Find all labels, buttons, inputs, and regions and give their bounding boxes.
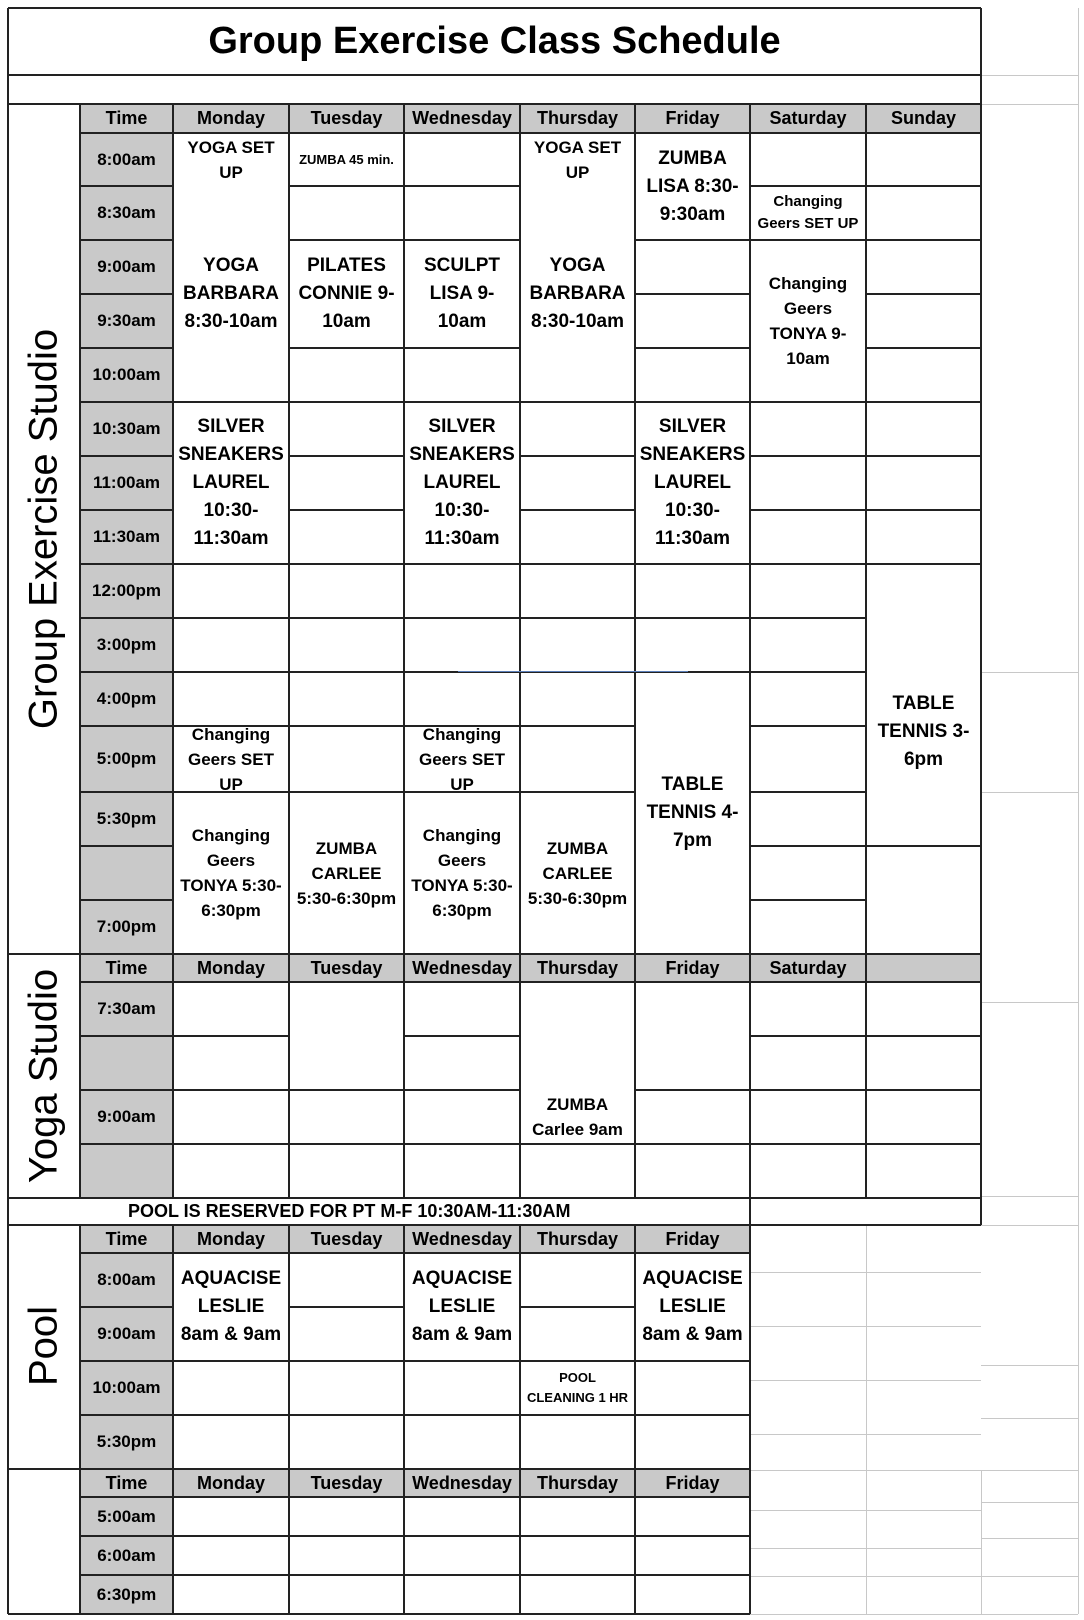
- time-label: 10:00am: [92, 1378, 161, 1397]
- time-label: 8:00am: [97, 149, 156, 169]
- time-label: 9:00am: [97, 1324, 156, 1343]
- grid-line: [80, 1143, 173, 1145]
- time-label: 6:00am: [97, 1545, 156, 1565]
- time-label: 12:00pm: [92, 581, 161, 600]
- class-cell: TABLE TENNIS 4-7pm: [646, 774, 739, 851]
- grid-line: [404, 401, 520, 403]
- grid-line: [80, 617, 173, 619]
- grid-line: [519, 104, 521, 954]
- grid-line: [635, 1414, 750, 1416]
- grid-line: [750, 1089, 866, 1091]
- grid-line: [404, 185, 520, 187]
- grid-line: [172, 1225, 174, 1469]
- column-header: Saturday: [769, 957, 847, 978]
- time-label: [80, 1144, 173, 1198]
- grid-line: [80, 1574, 750, 1576]
- grid-line: [520, 1143, 635, 1145]
- grid-line: [80, 185, 173, 187]
- class-cell: AQUACISE LESLIE 8am & 9am: [411, 1268, 513, 1345]
- time-label: [80, 846, 173, 900]
- column-header: Thursday: [536, 1228, 619, 1249]
- class-cell: SILVER SNEAKERS LAUREL 10:30-11:30am: [178, 416, 284, 549]
- grid-line: [750, 455, 866, 457]
- grid-line: [80, 132, 981, 134]
- column-header: Time: [105, 1472, 148, 1493]
- grid-line: [981, 1225, 1078, 1226]
- grid-line: [79, 1469, 81, 1614]
- grid-line: [981, 792, 1078, 793]
- grid-line: [288, 1225, 290, 1469]
- grid-line: [981, 75, 1078, 76]
- grid-line: [172, 104, 174, 954]
- grid-line: [749, 954, 751, 1198]
- grid-line: [7, 8, 9, 1614]
- column-header: Friday: [665, 957, 720, 978]
- grid-line: [981, 1002, 1078, 1003]
- grid-line: [749, 1198, 751, 1225]
- grid-line: [289, 347, 404, 349]
- grid-line: [519, 1225, 521, 1469]
- grid-line: [981, 1614, 1078, 1615]
- grid-line: [634, 1225, 636, 1469]
- grid-line: [750, 845, 866, 847]
- grid-line: [404, 617, 520, 619]
- grid-line: [981, 1502, 1078, 1503]
- grid-line: [634, 954, 636, 1198]
- grid-line: [80, 1089, 173, 1091]
- class-cell: Changing Geers SET UP: [419, 724, 505, 794]
- grid-line: [173, 1143, 289, 1145]
- grid-line: [289, 563, 404, 565]
- column-header: Sunday: [890, 108, 956, 128]
- time-label: 9:00am: [97, 257, 156, 276]
- grid-line: [520, 1360, 635, 1362]
- class-cell: ZUMBA 45 min.: [299, 151, 394, 167]
- grid-line: [173, 671, 289, 673]
- grid-line: [750, 617, 866, 619]
- grid-line: [80, 1252, 750, 1254]
- grid-line: [8, 103, 981, 105]
- class-cell: AQUACISE LESLIE 8am & 9am: [180, 1268, 282, 1345]
- column-header: Friday: [665, 108, 720, 128]
- grid-line: [289, 185, 404, 187]
- grid-line: [981, 1365, 1078, 1366]
- grid-line: [750, 401, 866, 403]
- grid-line: [981, 1196, 1078, 1197]
- grid-line: [80, 1360, 173, 1362]
- grid-line: [520, 563, 635, 565]
- column-header: Time: [105, 957, 148, 978]
- grid-line: [288, 104, 290, 954]
- time-label: 7:30am: [97, 999, 156, 1018]
- class-cell: POOL CLEANING 1 HR: [526, 1370, 629, 1405]
- grid-line: [404, 563, 520, 565]
- grid-line: [635, 1360, 750, 1362]
- grid-line: [750, 1614, 981, 1615]
- class-cell: YOGA BARBARA 8:30-10am: [529, 255, 626, 332]
- column-header: Monday: [196, 1472, 265, 1493]
- class-cell: YOGA SET UP: [533, 137, 622, 182]
- class-cell: ZUMBA CARLEE 5:30-6:30pm: [296, 838, 397, 908]
- grid-line: [749, 1225, 751, 1469]
- grid-line: [80, 347, 173, 349]
- time-label: 6:30pm: [96, 1584, 157, 1604]
- grid-line: [750, 671, 866, 673]
- grid-line: [8, 1468, 750, 1470]
- grid-line: [173, 401, 289, 403]
- grid-line: [79, 954, 81, 1198]
- class-cell: ZUMBA LISA 8:30-9:30am: [646, 147, 739, 225]
- grid-line: [289, 791, 404, 793]
- grid-line: [172, 954, 174, 1198]
- grid-line: [172, 1469, 174, 1614]
- class-cell: PILATES CONNIE 9-10am: [298, 255, 395, 332]
- grid-line: [289, 617, 404, 619]
- grid-line: [173, 1089, 289, 1091]
- grid-line: [79, 1225, 81, 1469]
- column-header: Wednesday: [412, 1228, 512, 1249]
- grid-line: [80, 1306, 173, 1308]
- grid-line: [866, 1089, 981, 1091]
- time-label: 10:00am: [92, 365, 161, 384]
- grid-line: [289, 1360, 404, 1362]
- grid-line: [634, 104, 636, 954]
- section-label: Group Exercise Studio: [21, 328, 66, 730]
- class-cell: ZUMBA Carlee 9am: [532, 1095, 623, 1139]
- grid-line: [289, 1143, 404, 1145]
- time-label: 5:00am: [97, 1506, 156, 1526]
- grid-line: [80, 671, 173, 673]
- grid-line: [866, 845, 981, 847]
- grid-line: [866, 1225, 867, 1470]
- grid-line: [173, 1360, 289, 1362]
- grid-line: [635, 347, 750, 349]
- grid-line: [289, 1306, 404, 1308]
- grid-line: [866, 347, 981, 349]
- grid-line: [750, 509, 866, 511]
- grid-line: [404, 347, 520, 349]
- grid-line: [981, 104, 1078, 105]
- grid-line: [749, 104, 751, 954]
- class-cell: YOGA SET UP: [187, 137, 275, 182]
- grid-line: [980, 8, 982, 1225]
- grid-line: [289, 401, 404, 403]
- grid-line: [404, 725, 520, 727]
- grid-line: [289, 671, 404, 673]
- grid-line: [8, 953, 981, 955]
- time-label: 8:30am: [97, 203, 156, 222]
- grid-line: [80, 509, 173, 511]
- grid-line: [289, 725, 404, 727]
- class-cell: SCULPT LISA 9-10am: [424, 255, 500, 332]
- class-cell: Changing Geers SET UP: [188, 724, 274, 794]
- grid-line: [634, 1469, 636, 1614]
- column-header: Friday: [665, 1228, 720, 1249]
- time-label: 11:00am: [92, 473, 161, 492]
- grid-line: [403, 104, 405, 954]
- grid-line: [8, 7, 981, 9]
- grid-line: [80, 1414, 173, 1416]
- column-header: Thursday: [536, 957, 619, 978]
- grid-line: [981, 1418, 1078, 1419]
- class-cell: Changing Geers TONYA 5:30-6:30pm: [180, 826, 282, 920]
- grid-line: [80, 563, 173, 565]
- grid-line: [520, 791, 635, 793]
- grid-line: [749, 1469, 751, 1614]
- grid-line: [865, 954, 867, 1198]
- column-header: Wednesday: [412, 1472, 512, 1493]
- column-header: Tuesday: [310, 108, 383, 128]
- grid-line: [750, 1035, 866, 1037]
- grid-line: [289, 1414, 404, 1416]
- grid-line: [404, 1143, 520, 1145]
- grid-line: [404, 791, 520, 793]
- grid-line: [80, 401, 173, 403]
- time-label: 8:00am: [97, 1270, 156, 1289]
- grid-line: [866, 1470, 867, 1614]
- grid-line: [80, 725, 173, 727]
- grid-line: [635, 617, 750, 619]
- time-label: 3:00pm: [96, 635, 157, 654]
- grid-line: [866, 455, 981, 457]
- grid-line: [981, 1470, 1078, 1471]
- grid-line: [404, 239, 520, 241]
- grid-line: [80, 899, 173, 901]
- grid-line: [635, 293, 750, 295]
- grid-line: [80, 1035, 173, 1037]
- grid-line: [80, 981, 981, 983]
- grid-line: [289, 1089, 404, 1091]
- grid-line: [750, 725, 866, 727]
- grid-line: [981, 1538, 1078, 1539]
- grid-line: [750, 899, 866, 901]
- column-header: Thursday: [536, 108, 619, 128]
- column-header: Time: [105, 1228, 148, 1249]
- grid-line: [289, 455, 404, 457]
- time-label: 5:30pm: [96, 809, 157, 828]
- grid-line: [173, 617, 289, 619]
- grid-line: [866, 185, 981, 187]
- time-label: 9:00am: [97, 1107, 156, 1126]
- section-label: Yoga Studio: [21, 968, 66, 1184]
- time-label: 5:00pm: [96, 749, 157, 768]
- class-cell: Changing Geers TONYA 9-10am: [768, 274, 848, 368]
- section-label: Pool: [21, 1305, 66, 1387]
- grid-line: [8, 1224, 981, 1226]
- grid-line: [981, 1470, 982, 1614]
- column-header: Monday: [196, 957, 265, 978]
- column-header: Monday: [196, 1228, 265, 1249]
- grid-line: [80, 293, 173, 295]
- grid-line: [981, 1576, 1078, 1577]
- grid-line: [404, 1089, 520, 1091]
- grid-line: [173, 791, 289, 793]
- grid-line: [80, 791, 173, 793]
- column-header: Tuesday: [310, 957, 383, 978]
- grid-line: [866, 293, 981, 295]
- grid-line: [520, 509, 635, 511]
- grid-line: [8, 74, 981, 76]
- grid-line: [403, 1225, 405, 1469]
- column-header: Saturday: [769, 108, 847, 128]
- grid-line: [865, 104, 867, 954]
- class-cell: TABLE TENNIS 3-6pm: [877, 693, 970, 770]
- grid-line: [404, 1035, 520, 1037]
- grid-line: [403, 1469, 405, 1614]
- column-header: Friday: [665, 1472, 720, 1493]
- class-cell: SILVER SNEAKERS LAUREL 10:30-11:30am: [409, 416, 515, 549]
- pool-note: POOL IS RESERVED FOR PT M-F 10:30AM-11:30AM: [128, 1201, 571, 1221]
- grid-line: [520, 617, 635, 619]
- grid-line: [289, 509, 404, 511]
- class-cell: SILVER SNEAKERS LAUREL 10:30-11:30am: [639, 416, 746, 549]
- column-header: Wednesday: [412, 957, 512, 978]
- grid-line: [866, 401, 981, 403]
- page-title: Group Exercise Class Schedule: [208, 20, 781, 62]
- grid-line: [80, 239, 173, 241]
- grid-line: [288, 954, 290, 1198]
- grid-line: [80, 1535, 750, 1537]
- class-cell: ZUMBA CARLEE 5:30-6:30pm: [527, 838, 628, 908]
- grid-line: [8, 1613, 750, 1615]
- grid-line: [288, 1469, 290, 1614]
- class-cell: Changing Geers TONYA 5:30-6:30pm: [411, 826, 513, 920]
- grid-line: [750, 239, 866, 241]
- grid-line: [635, 1143, 750, 1145]
- column-header: Time: [105, 108, 148, 128]
- grid-line: [981, 672, 1078, 673]
- grid-line: [866, 239, 981, 241]
- grid-line: [519, 1469, 521, 1614]
- grid-line: [520, 725, 635, 727]
- grid-line: [750, 185, 866, 187]
- time-label: 10:30am: [92, 419, 161, 438]
- time-label: 5:30pm: [96, 1432, 157, 1451]
- grid-line: [635, 239, 750, 241]
- grid-line: [79, 104, 81, 954]
- grid-line: [173, 1414, 289, 1416]
- grid-line: [520, 1306, 635, 1308]
- grid-line: [750, 563, 866, 565]
- grid-line: [173, 1035, 289, 1037]
- grid-line: [866, 1143, 981, 1145]
- grid-line: [404, 1360, 520, 1362]
- time-label: 9:30am: [97, 311, 156, 330]
- grid-line: [458, 671, 688, 672]
- grid-line: [866, 563, 981, 565]
- column-header: Tuesday: [310, 1228, 383, 1249]
- grid-line: [635, 1089, 750, 1091]
- time-label: 11:30am: [92, 527, 161, 546]
- grid-line: [80, 455, 173, 457]
- class-cell: AQUACISE LESLIE 8am & 9am: [642, 1268, 743, 1345]
- grid-line: [80, 845, 173, 847]
- grid-line: [866, 509, 981, 511]
- grid-line: [750, 1143, 866, 1145]
- time-label: [80, 1036, 173, 1090]
- grid-line: [635, 563, 750, 565]
- grid-line: [520, 455, 635, 457]
- column-header: Thursday: [536, 1472, 619, 1493]
- grid-line: [1078, 8, 1079, 1614]
- grid-line: [173, 725, 289, 727]
- column-header: Monday: [196, 108, 265, 128]
- time-label: 7:00pm: [96, 917, 157, 936]
- column-header: Tuesday: [310, 1472, 383, 1493]
- grid-line: [80, 1496, 750, 1498]
- grid-line: [173, 563, 289, 565]
- column-header: Wednesday: [412, 108, 512, 128]
- grid-line: [520, 401, 635, 403]
- grid-line: [519, 954, 521, 1198]
- grid-line: [520, 1414, 635, 1416]
- shaded-cell: [866, 954, 981, 982]
- grid-line: [403, 954, 405, 1198]
- grid-line: [289, 239, 404, 241]
- grid-line: [866, 1035, 981, 1037]
- grid-line: [750, 791, 866, 793]
- class-cell: YOGA BARBARA 8:30-10am: [182, 255, 280, 332]
- grid-line: [404, 1414, 520, 1416]
- time-label: 4:00pm: [96, 689, 157, 708]
- grid-line: [635, 401, 750, 403]
- class-cell: Changing Geers SET UP: [757, 193, 859, 232]
